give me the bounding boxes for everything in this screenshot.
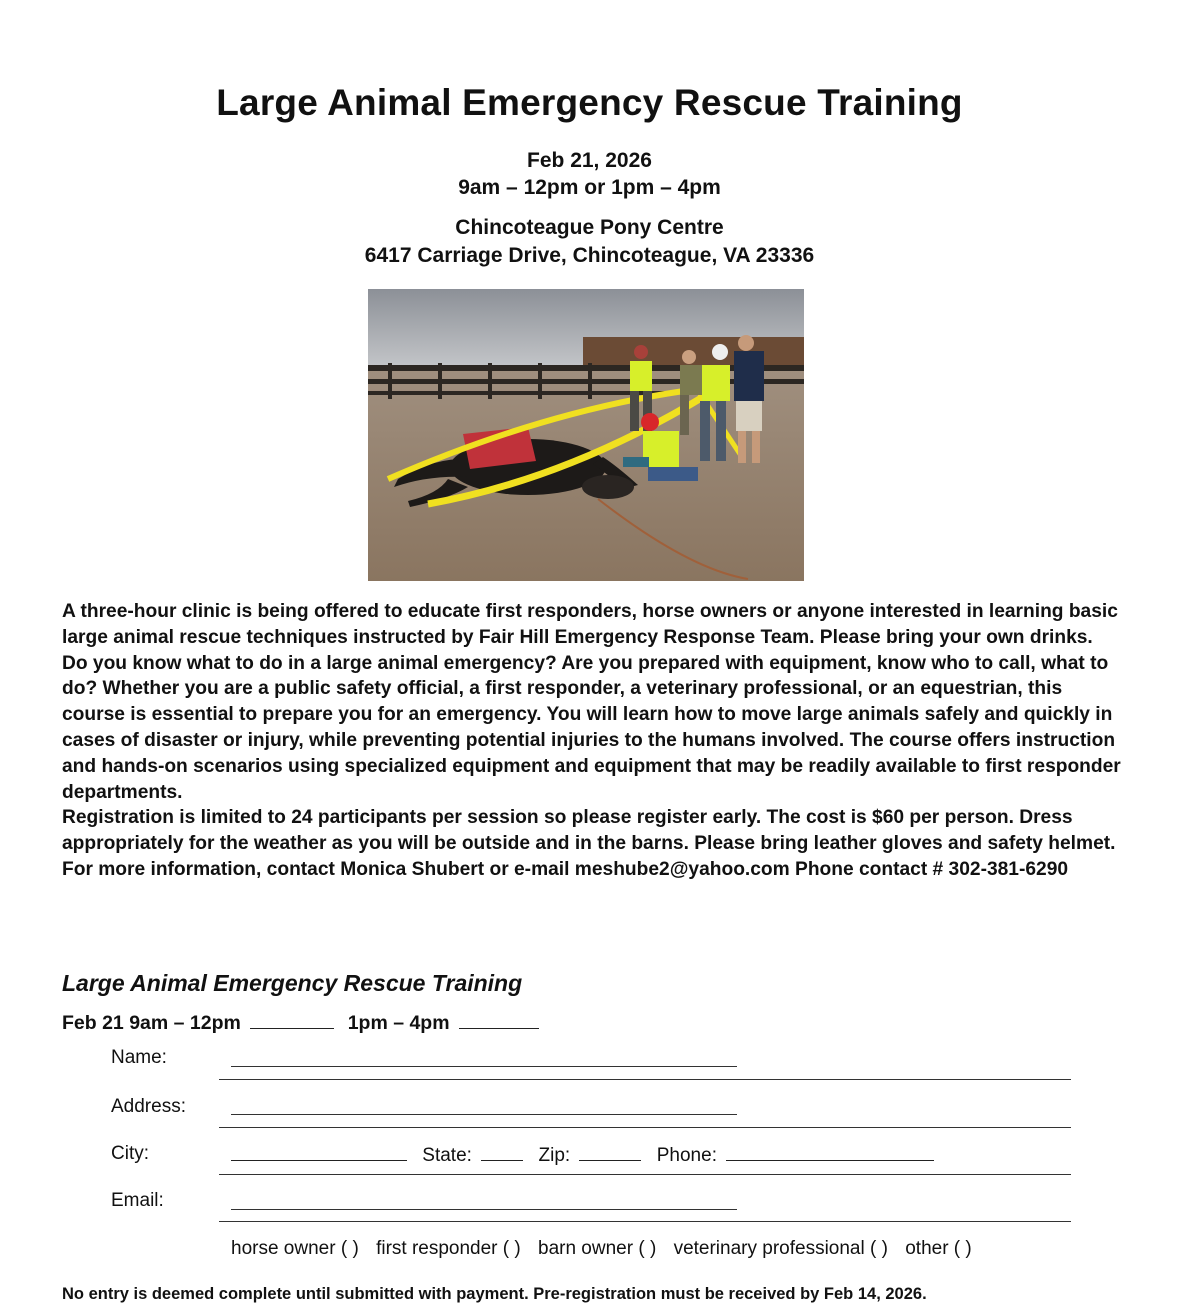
zip-label: Zip: [538, 1145, 571, 1166]
description-paragraph-2: Do you know what to do in a large animal emergency? Are you prepared with equipment, know who to call, what to do? Whether you are a public safety official, a first responder, a veterinary professional, or an equestrian, this course is essential to prepare you for an emergency. You will learn how to move large animals safely and quickly in cases of disaster or injury, while preventing potential injuries to the humans involved. The course offers instruction and hands-on scenarios using specialized equipment and equipment that may be readily available to first responder departments. [62, 652, 1121, 803]
divider [219, 1079, 1071, 1080]
state-label: State: [422, 1145, 472, 1166]
city-field[interactable] [231, 1142, 407, 1161]
role-other[interactable]: other ( ) [905, 1238, 972, 1259]
city-label: City: [111, 1143, 149, 1164]
zip-field[interactable] [579, 1142, 641, 1161]
email-field[interactable] [231, 1209, 737, 1210]
divider [219, 1127, 1071, 1128]
address-field[interactable] [231, 1114, 737, 1115]
name-label: Name: [111, 1047, 167, 1068]
session-options [62, 1010, 539, 1035]
venue-name: Chincoteague Pony Centre [455, 216, 724, 239]
role-first-responder[interactable]: first responder ( ) [376, 1238, 521, 1259]
horse-rescue-photo [368, 289, 804, 581]
session-1-blank[interactable] [250, 1010, 334, 1029]
description-paragraph-3: Registration is limited to 24 participants per session so please register early. The cost is $60 per person. Dress appropriately for the weather as you will be outside and in the barns. Please bring leather gloves and safety helmet. For more information, contact Monica Shubert or e-mail meshube2@yahoo.com Phone contact # 302-381-6290 [62, 807, 1116, 880]
name-field[interactable] [231, 1066, 737, 1067]
session-1-label: Feb 21 9am – 12pm [62, 1012, 241, 1034]
footer-note: No entry is deemed complete until submitted with payment. Pre-registration must be received by Feb 14, 2026. [62, 1285, 927, 1303]
session-2-label: 1pm – 4pm [347, 1012, 450, 1034]
email-label: Email: [111, 1190, 164, 1211]
role-barn-owner[interactable]: barn owner ( ) [538, 1238, 657, 1259]
description [62, 599, 1122, 883]
divider [219, 1221, 1071, 1222]
divider [219, 1174, 1071, 1175]
event-date: Feb 21, 2026 [527, 149, 652, 172]
session-2-blank[interactable] [459, 1010, 539, 1029]
page-title: Large Animal Emergency Rescue Training [216, 82, 963, 123]
venue-address: 6417 Carriage Drive, Chincoteague, VA 23336 [364, 244, 815, 267]
role-horse-owner[interactable]: horse owner ( ) [231, 1238, 359, 1259]
city-state-zip-phone-row [231, 1142, 934, 1167]
role-options [231, 1238, 984, 1260]
form-title: Large Animal Emergency Rescue Training [62, 970, 523, 996]
role-veterinary-professional[interactable]: veterinary professional ( ) [673, 1238, 888, 1259]
state-field[interactable] [481, 1142, 523, 1161]
phone-field[interactable] [726, 1142, 934, 1161]
description-paragraph-1: A three-hour clinic is being offered to educate first responders, horse owners or anyone interested in learning basic large animal rescue techniques instructed by Fair Hill Emergency Response Team. Please bring your own drinks. [62, 601, 1118, 648]
event-times: 9am – 12pm or 1pm – 4pm [458, 176, 721, 199]
address-label: Address: [111, 1096, 186, 1117]
phone-label: Phone: [656, 1145, 717, 1166]
